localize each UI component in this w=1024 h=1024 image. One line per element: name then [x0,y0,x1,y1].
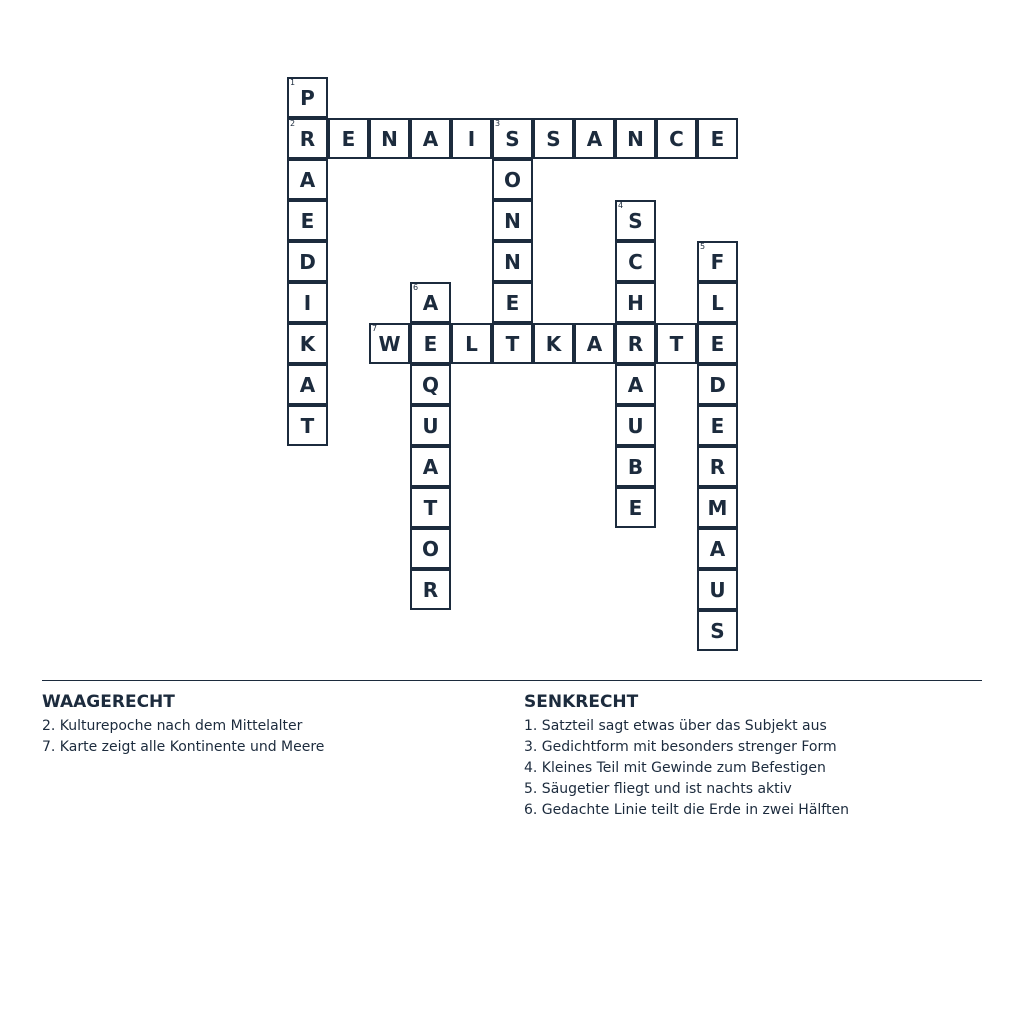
grid-cell[interactable] [697,528,738,569]
clue-number: 3 [495,119,501,128]
grid-cell[interactable] [697,487,738,528]
cell-letter: I [467,126,476,151]
clues-across [42,690,502,758]
cell-letter: U [709,577,726,602]
cell-letter: T [669,331,684,356]
grid-cell[interactable] [574,118,615,159]
cell-letter: E [628,495,643,520]
cell-letter: E [423,331,438,356]
grid-cell[interactable] [615,446,656,487]
grid-cell[interactable] [369,323,410,364]
clues-down [524,690,984,821]
cell-letter: K [299,331,316,356]
cell-letter: N [504,208,521,233]
clue-number: 5 [700,242,706,251]
grid-cell[interactable] [615,282,656,323]
cell-letter: R [627,331,644,356]
grid-cell[interactable] [410,446,451,487]
grid-cell[interactable] [287,118,328,159]
grid-cell[interactable] [697,405,738,446]
grid-cell[interactable] [410,282,451,323]
grid-cell[interactable] [410,323,451,364]
grid-cell[interactable] [697,118,738,159]
grid-cell[interactable] [656,323,697,364]
cell-letter: T [423,495,438,520]
grid-cell[interactable] [287,200,328,241]
grid-cell[interactable] [615,118,656,159]
cell-letter: B [627,454,644,479]
cell-letter: C [669,126,684,151]
grid-cell[interactable] [287,159,328,200]
cell-letter: A [422,454,439,479]
grid-cell[interactable] [451,323,492,364]
clue-number: 6 [413,283,419,292]
grid-cell[interactable] [410,364,451,405]
cell-letter: E [710,413,725,438]
grid-cell[interactable] [615,323,656,364]
cell-letter: E [300,208,315,233]
cell-letter: S [628,208,643,233]
grid-cell[interactable] [410,118,451,159]
cell-letter: U [627,413,644,438]
grid-cell[interactable] [574,323,615,364]
grid-cell[interactable] [615,405,656,446]
cell-letter: K [545,331,562,356]
grid-cell[interactable] [615,241,656,282]
cell-letter: Q [421,372,439,397]
grid-cell[interactable] [697,282,738,323]
cell-letter: T [300,413,315,438]
cell-letter: F [710,249,725,274]
clue-number: 7 [372,324,378,333]
grid-cell[interactable] [697,323,738,364]
clue-number: 1 [290,78,296,87]
cell-letter: P [300,85,315,110]
cell-letter: A [709,536,726,561]
cell-letter: E [710,331,725,356]
grid-cell[interactable] [697,610,738,651]
cell-letter: R [709,454,726,479]
cell-letter: E [341,126,356,151]
cell-letter: A [627,372,644,397]
cell-letter: T [505,331,520,356]
clue-down-4: 4. Kleines Teil mit Gewinde zum Befestigen [524,760,826,776]
grid-cell[interactable] [287,364,328,405]
cell-letter: M [707,495,728,520]
grid-cell[interactable] [410,528,451,569]
clue-down-5: 5. Säugetier fliegt und ist nachts aktiv [524,781,792,797]
grid-cell[interactable] [410,487,451,528]
cell-letter: L [465,331,478,356]
cell-letter: R [422,577,439,602]
clue-down-1: 1. Satzteil sagt etwas über das Subjekt aus [524,718,827,734]
grid-cell[interactable] [287,282,328,323]
cell-letter: A [586,331,603,356]
grid-cell[interactable] [492,282,533,323]
cell-letter: N [381,126,398,151]
grid-cell[interactable] [697,446,738,487]
cell-letter: O [421,536,439,561]
cell-letter: S [505,126,520,151]
cell-letter: O [503,167,521,192]
cell-letter: C [628,249,643,274]
cell-letter: L [711,290,724,315]
cell-letter: A [299,372,316,397]
clues-across-heading: WAAGERECHT [42,692,175,712]
grid-cell[interactable] [615,487,656,528]
cell-letter: E [505,290,520,315]
grid-cell[interactable] [451,118,492,159]
cell-letter: A [586,126,603,151]
clues-down-heading: SENKRECHT [524,692,639,712]
grid-cell[interactable] [615,200,656,241]
grid-cell[interactable] [287,323,328,364]
clue-across-7: 7. Karte zeigt alle Kontinente und Meere [42,739,325,755]
grid-cell[interactable] [410,405,451,446]
clue-down-3: 3. Gedichtform mit besonders strenger Form [524,739,837,755]
grid-cell[interactable] [697,569,738,610]
cell-letter: N [504,249,521,274]
grid-cell[interactable] [533,118,574,159]
grid-cell[interactable] [492,200,533,241]
cell-letter: R [299,126,316,151]
grid-cell[interactable] [615,364,656,405]
cell-letter: D [299,249,316,274]
clue-number: 4 [618,201,624,210]
section-divider [42,680,982,681]
cell-letter: U [422,413,439,438]
grid-cell[interactable] [287,77,328,118]
grid-cell[interactable] [533,323,574,364]
grid-cell[interactable] [328,118,369,159]
grid-cell[interactable] [697,241,738,282]
grid-cell[interactable] [697,364,738,405]
clue-down-6: 6. Gedachte Linie teilt die Erde in zwei Hälften [524,802,849,818]
grid-cell[interactable] [287,241,328,282]
cell-letter: S [710,618,725,643]
cell-letter: E [710,126,725,151]
cell-letter: A [422,290,439,315]
grid-cell[interactable] [492,323,533,364]
cell-letter: W [378,331,401,356]
grid-cell[interactable] [492,241,533,282]
grid-cell[interactable] [492,159,533,200]
grid-cell[interactable] [492,118,533,159]
cell-letter: D [709,372,726,397]
cell-letter: N [627,126,644,151]
grid-cell[interactable] [656,118,697,159]
cell-letter: H [627,290,644,315]
clue-number: 2 [290,119,296,128]
clue-across-2: 2. Kulturepoche nach dem Mittelalter [42,718,303,734]
cell-letter: A [299,167,316,192]
cell-letter: A [422,126,439,151]
grid-cell[interactable] [287,405,328,446]
cell-letter: S [546,126,561,151]
grid-cell[interactable] [410,569,451,610]
cell-letter: I [303,290,312,315]
grid-cell[interactable] [369,118,410,159]
